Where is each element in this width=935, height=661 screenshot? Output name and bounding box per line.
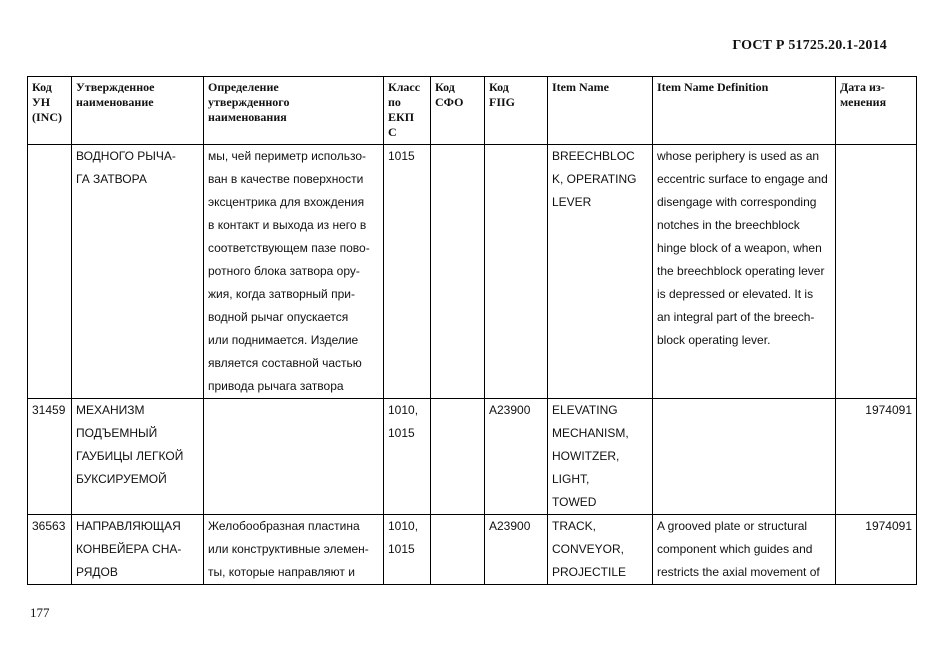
cell-class: 1010, 1015 [384,515,431,585]
cell-item-definition: whose periphery is used as an eccentric surface to engage and disengage with corresponding notches in the breechblock hinge block of a weapon, when the breechblock operating lever is depressed or elevated. It is an integral part of the breech- block operating lever. [653,145,836,399]
cell-approved-name: ВОДНОГО РЫЧА- ГА ЗАТВОРА [72,145,204,399]
cell-fiig [485,145,548,399]
cell-inc: 31459 [28,399,72,515]
cell-sfo [431,399,485,515]
cell-change-date: 1974091 [836,399,917,515]
cell-change-date [836,145,917,399]
col-header-change-date: Дата из- менения [836,77,917,145]
cell-item-definition: A grooved plate or structural component which guides and restricts the axial movement of [653,515,836,585]
table-row [28,145,917,399]
cell-approved-name: МЕХАНИЗМ ПОДЪЕМНЫЙ ГАУБИЦЫ ЛЕГКОЙ БУКСИРУЕМОЙ [72,399,204,515]
cell-approved-name: НАПРАВЛЯЮЩАЯ КОНВЕЙЕРА СНА- РЯДОВ [72,515,204,585]
cell-fiig: A23900 [485,399,548,515]
cell-item-name: BREECHBLOC K, OPERATING LEVER [548,145,653,399]
col-header-approved-name: Утвержденное наименование [72,77,204,145]
cell-item-name: ELEVATING MECHANISM, HOWITZER, LIGHT, TOWED [548,399,653,515]
document-code: ГОСТ Р 51725.20.1-2014 [732,38,887,53]
cell-inc [28,145,72,399]
col-header-class: Класс по ЕКП С [384,77,431,145]
cell-definition: мы, чей периметр использо- ван в качестве поверхности эксцентрика для вхождения в контакт и выхода из него в соответствующем пазе пово- ротного блока затвора ору- жия, когда затворный при- водной рычаг опускается или поднимается. Изделие является составной частью привода рычага затвора [204,145,384,399]
col-header-item-name: Item Name [548,77,653,145]
cell-item-name: TRACK, CONVEYOR, PROJECTILE [548,515,653,585]
cell-definition [204,399,384,515]
cell-change-date: 1974091 [836,515,917,585]
cell-class: 1015 [384,145,431,399]
cell-sfo [431,515,485,585]
cell-item-definition [653,399,836,515]
col-header-definition: Определение утвержденного наименования [204,77,384,145]
cell-fiig: A23900 [485,515,548,585]
cell-definition: Желобообразная пластина или конструктивные элемен- ты, которые направляют и [204,515,384,585]
col-header-fiig: Код FIIG [485,77,548,145]
classification-table [27,76,917,585]
table-row [28,515,917,585]
table-row [28,399,917,515]
col-header-sfo: Код СФО [431,77,485,145]
header-row [28,77,917,145]
cell-class: 1010, 1015 [384,399,431,515]
col-header-item-definition: Item Name Definition [653,77,836,145]
page-number: 177 [30,605,50,620]
col-header-inc: Код УН (INC) [28,77,72,145]
cell-sfo [431,145,485,399]
cell-inc: 36563 [28,515,72,585]
